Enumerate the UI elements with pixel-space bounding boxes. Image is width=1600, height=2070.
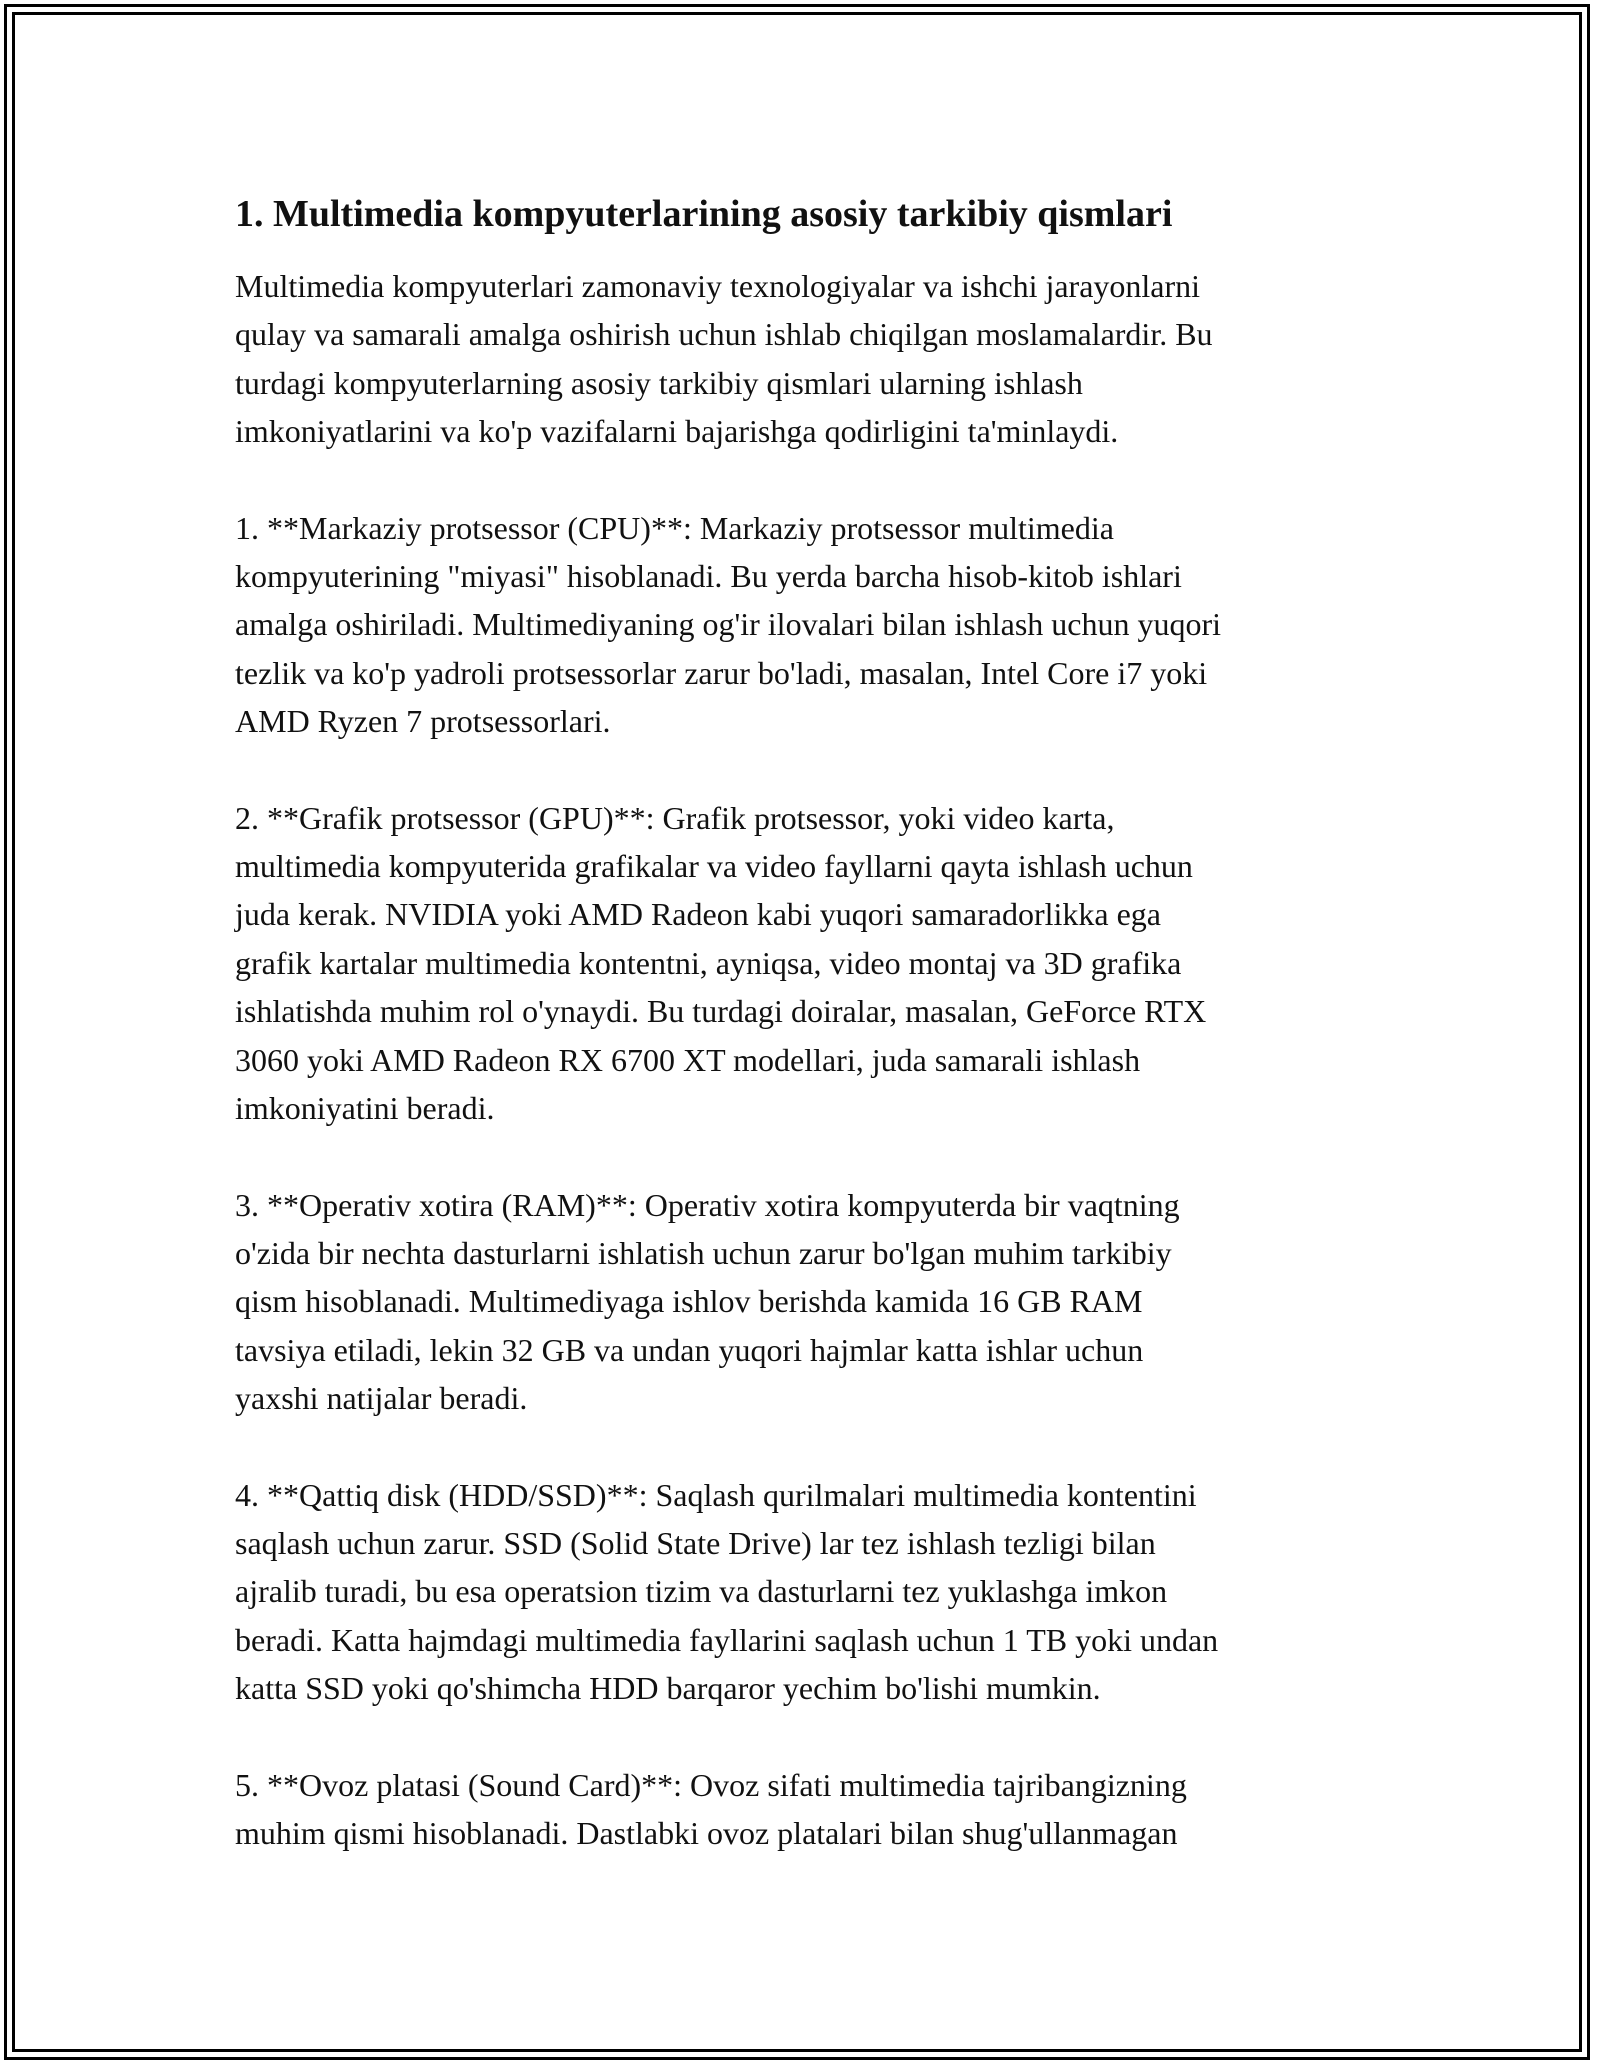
- text-line: yaxshi natijalar beradi.: [235, 1380, 528, 1417]
- cpu-paragraph: [235, 504, 1375, 746]
- text-line: muhim qismi hisoblanadi. Dastlabki ovoz platalari bilan shug'ullanmagan: [235, 1814, 1178, 1851]
- text-line: 3. **Operativ xotira (RAM)**: Operativ xotira kompyuterda bir vaqtning: [235, 1186, 1180, 1223]
- text-line: grafik kartalar multimedia kontentni, ayniqsa, video montaj va 3D grafika: [235, 944, 1182, 981]
- text-line: 1. **Markaziy protsessor (CPU)**: Markaziy protsessor multimedia: [235, 509, 1114, 546]
- intro-paragraph: [235, 262, 1375, 456]
- text-line: turdagi kompyuterlarning asosiy tarkibiy qismlari ularning ishlash: [235, 364, 1083, 401]
- text-line: kompyuterining "miyasi" hisoblanadi. Bu yerda barcha hisob-kitob ishlari: [235, 558, 1182, 595]
- document-body: [235, 186, 1375, 1905]
- ram-paragraph: [235, 1181, 1375, 1423]
- text-line: Multimedia kompyuterlari zamonaviy texnologiyalar va ishchi jarayonlarni: [235, 268, 1201, 304]
- text-line: multimedia kompyuterida grafikalar va video fayllarni qayta ishlash uchun: [235, 848, 1193, 885]
- gpu-paragraph: [235, 794, 1375, 1133]
- text-line: saqlash uchun zarur. SSD (Solid State Drive) lar tez ishlash tezligi bilan: [235, 1524, 1156, 1561]
- text-line: 3060 yoki AMD Radeon RX 6700 XT modellari, juda samarali ishlash: [235, 1041, 1141, 1078]
- text-line: amalga oshiriladi. Multimediyaning og'ir ilovalari bilan ishlash uchun yuqori: [235, 606, 1222, 643]
- text-line: AMD Ryzen 7 protsessorlari.: [235, 703, 611, 740]
- text-line: qulay va samarali amalga oshirish uchun ishlab chiqilgan moslamalardir. Bu: [235, 316, 1213, 353]
- text-line: imkoniyatini beradi.: [235, 1090, 495, 1127]
- text-line: qism hisoblanadi. Multimediyaga ishlov berishda kamida 16 GB RAM: [235, 1283, 1143, 1320]
- section-heading: 1. Multimedia kompyuterlarining asosiy tarkibiy qismlari: [235, 193, 1173, 235]
- text-line: 4. **Qattiq disk (HDD/SSD)**: Saqlash qurilmalari multimedia kontentini: [235, 1476, 1197, 1513]
- text-line: beradi. Katta hajmdagi multimedia fayllarini saqlash uchun 1 TB yoki undan: [235, 1621, 1219, 1658]
- storage-paragraph: [235, 1471, 1375, 1713]
- sound-card-paragraph: [235, 1761, 1375, 1858]
- text-line: ishlatishda muhim rol o'ynaydi. Bu turdagi doiralar, masalan, GeForce RTX: [235, 993, 1207, 1030]
- text-line: 5. **Ovoz platasi (Sound Card)**: Ovoz sifati multimedia tajribangizning: [235, 1766, 1187, 1803]
- text-line: imkoniyatlarini va ko'p vazifalarni bajarishga qodirligini ta'minlaydi.: [235, 413, 1119, 450]
- text-line: katta SSD yoki qo'shimcha HDD barqaror yechim bo'lishi mumkin.: [235, 1670, 1101, 1707]
- text-line: 2. **Grafik protsessor (GPU)**: Grafik protsessor, yoki video karta,: [235, 799, 1115, 836]
- text-line: tezlik va ko'p yadroli protsessorlar zarur bo'ladi, masalan, Intel Core i7 yoki: [235, 654, 1208, 691]
- text-line: o'zida bir nechta dasturlarni ishlatish uchun zarur bo'lgan muhim tarkibiy: [235, 1234, 1172, 1271]
- text-line: juda kerak. NVIDIA yoki AMD Radeon kabi yuqori samaradorlikka ega: [235, 896, 1161, 933]
- text-line: tavsiya etiladi, lekin 32 GB va undan yuqori hajmlar katta ishlar uchun: [235, 1331, 1144, 1368]
- text-line: ajralib turadi, bu esa operatsion tizim va dasturlarni tez yuklashga imkon: [235, 1573, 1168, 1610]
